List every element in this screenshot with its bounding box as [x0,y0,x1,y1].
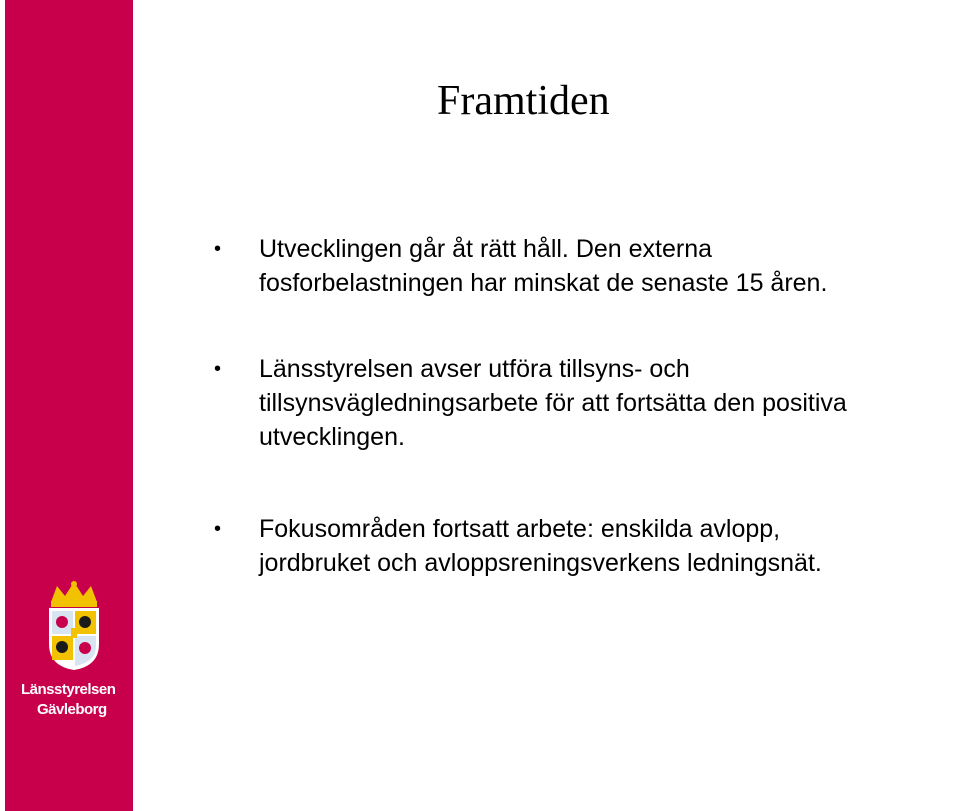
bullet-line: Fokusområden fortsatt arbete: enskilda avlopp, [259,515,781,543]
bullet-line: Utvecklingen går åt rätt håll. Den externa [259,235,713,263]
bullet-dot: • [214,358,222,380]
slide-title: Framtiden [437,78,610,124]
bullet-line: tillsynsvägledningsarbete för att fortsätta den positiva [259,389,847,417]
sidebar-band [5,0,133,811]
bullet-dot: • [214,518,222,540]
bullet-text [259,352,960,454]
bullet-text [259,232,960,300]
bullet-dot: • [214,238,222,260]
coat-of-arms-icon [39,580,109,672]
logo-line-2: Gävleborg [37,701,107,718]
bullet-line: jordbruket och avloppsreningsverkens ledningsnät. [259,549,822,577]
logo [13,580,131,730]
bullet-line: Länsstyrelsen avser utföra tillsyns- och [259,355,690,383]
bullet-text [259,512,960,580]
logo-line-1: Länsstyrelsen [21,681,116,698]
bullet-line: fosforbelastningen har minskat de senaste 15 åren. [259,269,828,297]
logo-text [21,680,115,720]
bullet-line: utvecklingen. [259,423,405,451]
